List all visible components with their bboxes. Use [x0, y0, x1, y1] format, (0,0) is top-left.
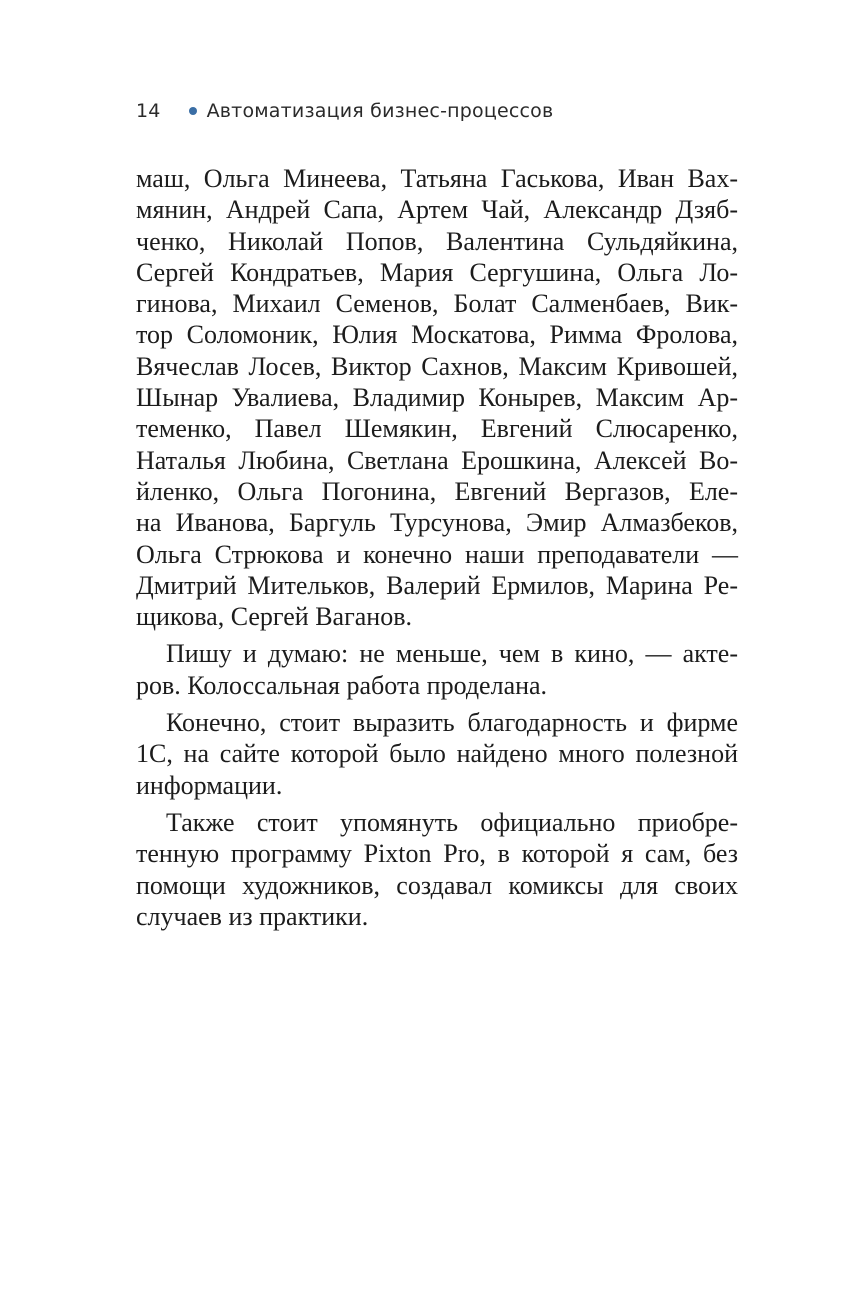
text-line: Также стоит упомянуть официально приобре-: [166, 807, 738, 837]
book-title: Автоматизация бизнес-процессов: [206, 100, 554, 122]
text-line: случаев из практики.: [136, 901, 369, 931]
text-line: Вячеслав Лосев, Виктор Сахнов, Максим Кривошей,: [136, 351, 738, 381]
running-head: [136, 98, 553, 124]
body-text: [136, 163, 738, 932]
text-line: помощи художников, создавал комиксы для своих: [136, 870, 738, 900]
text-line: информации.: [136, 770, 283, 800]
paragraph-actors: [136, 638, 738, 701]
page-number: 14: [136, 100, 161, 122]
text-line: ченко, Николай Попов, Валентина Сульдяйкина,: [136, 226, 738, 256]
text-line: ров. Колоссальная работа проделана.: [136, 670, 548, 700]
text-line: Сергей Кондратьев, Мария Сергушина, Ольга Ло-: [136, 257, 738, 287]
paragraph-acknowledgements-list: [136, 163, 738, 632]
text-line: маш, Ольга Минеева, Татьяна Гаськова, Иван Вах-: [136, 164, 738, 193]
text-line: тенную программу Pixton Pro, в которой я сам, без: [136, 839, 738, 869]
text-line: 1С, на сайте которой было найдено много полезной: [136, 739, 738, 769]
text-line: мянин, Андрей Сапа, Артем Чай, Александр Дзяб-: [136, 195, 738, 225]
text-line: щикова, Сергей Ваганов.: [136, 602, 412, 632]
paragraph-pixton: [136, 807, 738, 932]
text-line: Конечно, стоит выразить благодарность и фирме: [166, 708, 738, 738]
text-line: Шынар Увалиева, Владимир Конырев, Максим Ар-: [136, 383, 738, 413]
text-line: теменко, Павел Шемякин, Евгений Слюсаренко,: [136, 414, 738, 444]
text-line: йленко, Ольга Погонина, Евгений Вергазов, Еле-: [136, 476, 738, 506]
paragraph-1c-thanks: [136, 707, 738, 801]
text-line: тор Соломоник, Юлия Москатова, Римма Фролова,: [136, 320, 738, 350]
bullet-icon: [189, 107, 197, 115]
text-line: Дмитрий Мительков, Валерий Ермилов, Марина Ре-: [136, 570, 738, 600]
text-line: гинова, Михаил Семенов, Болат Салменбаев, Вик-: [136, 289, 738, 319]
text-line: Пишу и думаю: не меньше, чем в кино, — акте-: [166, 639, 738, 669]
text-line: Ольга Стрюкова и конечно наши преподаватели —: [136, 539, 738, 569]
text-line: Наталья Любина, Светлана Ерошкина, Алексей Во-: [136, 445, 738, 475]
text-line: на Иванова, Баргуль Турсунова, Эмир Алмазбеков,: [136, 508, 738, 538]
